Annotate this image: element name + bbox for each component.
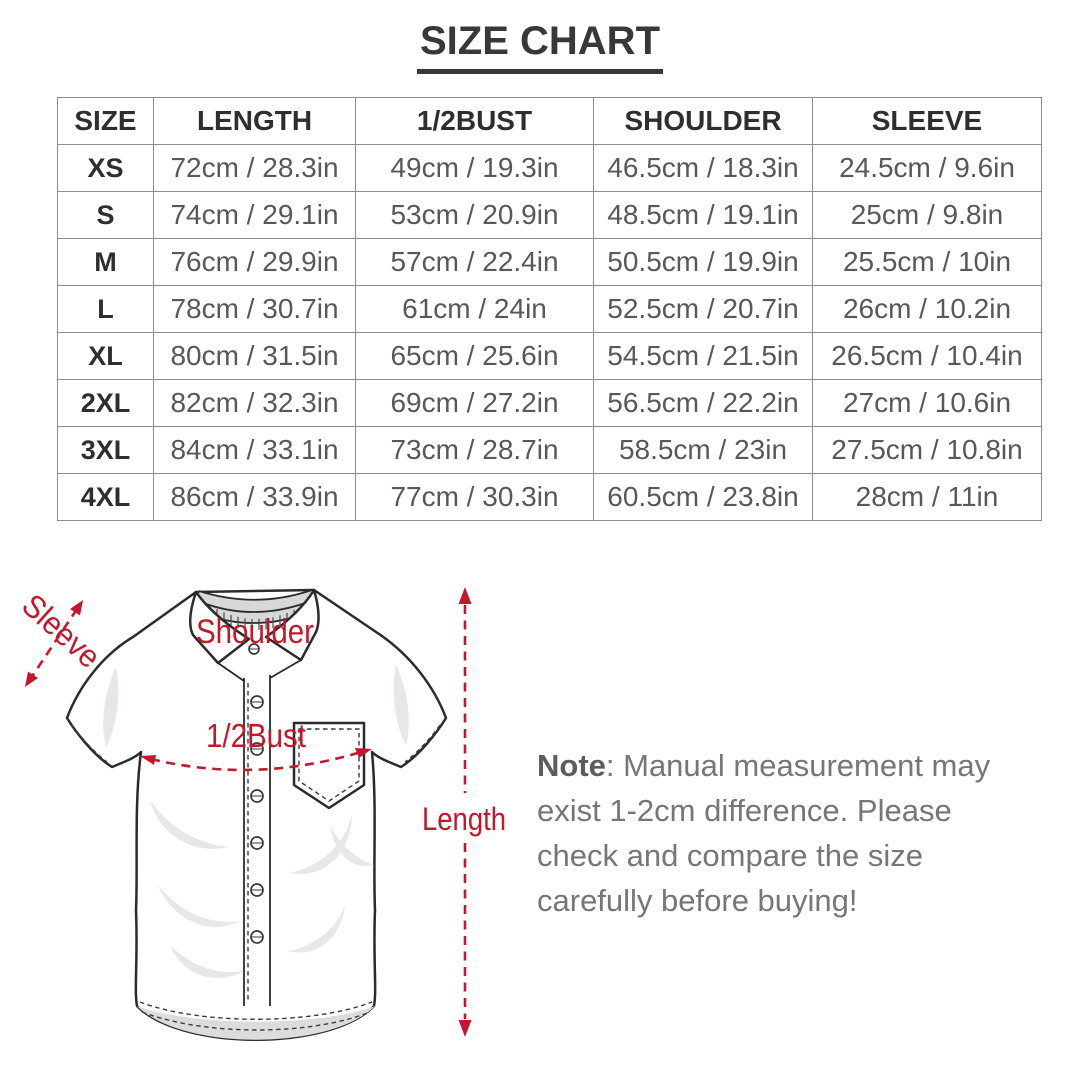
note-text: : Manual measurement may exist 1-2cm difference. Please check and compare the size carefully before buying! [537, 748, 991, 918]
shoulder-label: Shoulder [196, 613, 314, 651]
bust-cell: 61cm / 24in [356, 286, 594, 333]
shoulder-cell: 56.5cm / 22.2in [594, 380, 813, 427]
page-title-wrap [0, 20, 1080, 74]
size-cell: XL [58, 333, 154, 380]
length-cell: 84cm / 33.1in [154, 427, 356, 474]
bust-cell: 49cm / 19.3in [356, 145, 594, 192]
header-size: SIZE [58, 98, 154, 145]
size-cell: 3XL [58, 427, 154, 474]
sleeve-label: Sleeve [15, 586, 112, 679]
shoulder-cell: 58.5cm / 23in [594, 427, 813, 474]
shoulder-cell: 54.5cm / 21.5in [594, 333, 813, 380]
length-cell: 86cm / 33.9in [154, 474, 356, 521]
header-sleeve: SLEEVE [813, 98, 1042, 145]
bust-cell: 73cm / 28.7in [356, 427, 594, 474]
shoulder-cell: 60.5cm / 23.8in [594, 474, 813, 521]
table-row [58, 427, 1042, 474]
measurement-note [537, 743, 1019, 923]
header-length: LENGTH [154, 98, 356, 145]
sleeve-cell: 26cm / 10.2in [813, 286, 1042, 333]
sleeve-cell: 25.5cm / 10in [813, 239, 1042, 286]
sleeve-cell: 27.5cm / 10.8in [813, 427, 1042, 474]
length-cell: 80cm / 31.5in [154, 333, 356, 380]
shoulder-cell: 46.5cm / 18.3in [594, 145, 813, 192]
table-row [58, 239, 1042, 286]
bust-cell: 57cm / 22.4in [356, 239, 594, 286]
sleeve-cell: 25cm / 9.8in [813, 192, 1042, 239]
bust-cell: 77cm / 30.3in [356, 474, 594, 521]
table-row [58, 145, 1042, 192]
size-cell: M [58, 239, 154, 286]
size-cell: S [58, 192, 154, 239]
bust-cell: 65cm / 25.6in [356, 333, 594, 380]
table-row [58, 474, 1042, 521]
length-cell: 72cm / 28.3in [154, 145, 356, 192]
table-row [58, 286, 1042, 333]
shoulder-cell: 52.5cm / 20.7in [594, 286, 813, 333]
sleeve-cell: 26.5cm / 10.4in [813, 333, 1042, 380]
header-bust: 1/2BUST [356, 98, 594, 145]
length-cell: 78cm / 30.7in [154, 286, 356, 333]
header-shoulder: SHOULDER [594, 98, 813, 145]
shoulder-cell: 48.5cm / 19.1in [594, 192, 813, 239]
size-cell: XS [58, 145, 154, 192]
bust-label: 1/2Bust [206, 717, 306, 754]
sleeve-cell: 27cm / 10.6in [813, 380, 1042, 427]
table-row [58, 333, 1042, 380]
size-cell: L [58, 286, 154, 333]
shirt-diagram [0, 575, 520, 1053]
sleeve-cell: 28cm / 11in [813, 474, 1042, 521]
bust-cell: 69cm / 27.2in [356, 380, 594, 427]
size-cell: 4XL [58, 474, 154, 521]
table-row [58, 192, 1042, 239]
shoulder-cell: 50.5cm / 19.9in [594, 239, 813, 286]
shirt-body [67, 590, 446, 1040]
bust-cell: 53cm / 20.9in [356, 192, 594, 239]
page-title: SIZE CHART [417, 20, 663, 74]
table-header-row [58, 98, 1042, 145]
table-row [58, 380, 1042, 427]
size-chart-table [57, 97, 1042, 521]
sleeve-cell: 24.5cm / 9.6in [813, 145, 1042, 192]
length-cell: 82cm / 32.3in [154, 380, 356, 427]
note-label: Note [537, 748, 606, 783]
length-cell: 74cm / 29.1in [154, 192, 356, 239]
length-cell: 76cm / 29.9in [154, 239, 356, 286]
size-cell: 2XL [58, 380, 154, 427]
length-label: Length [422, 801, 506, 837]
